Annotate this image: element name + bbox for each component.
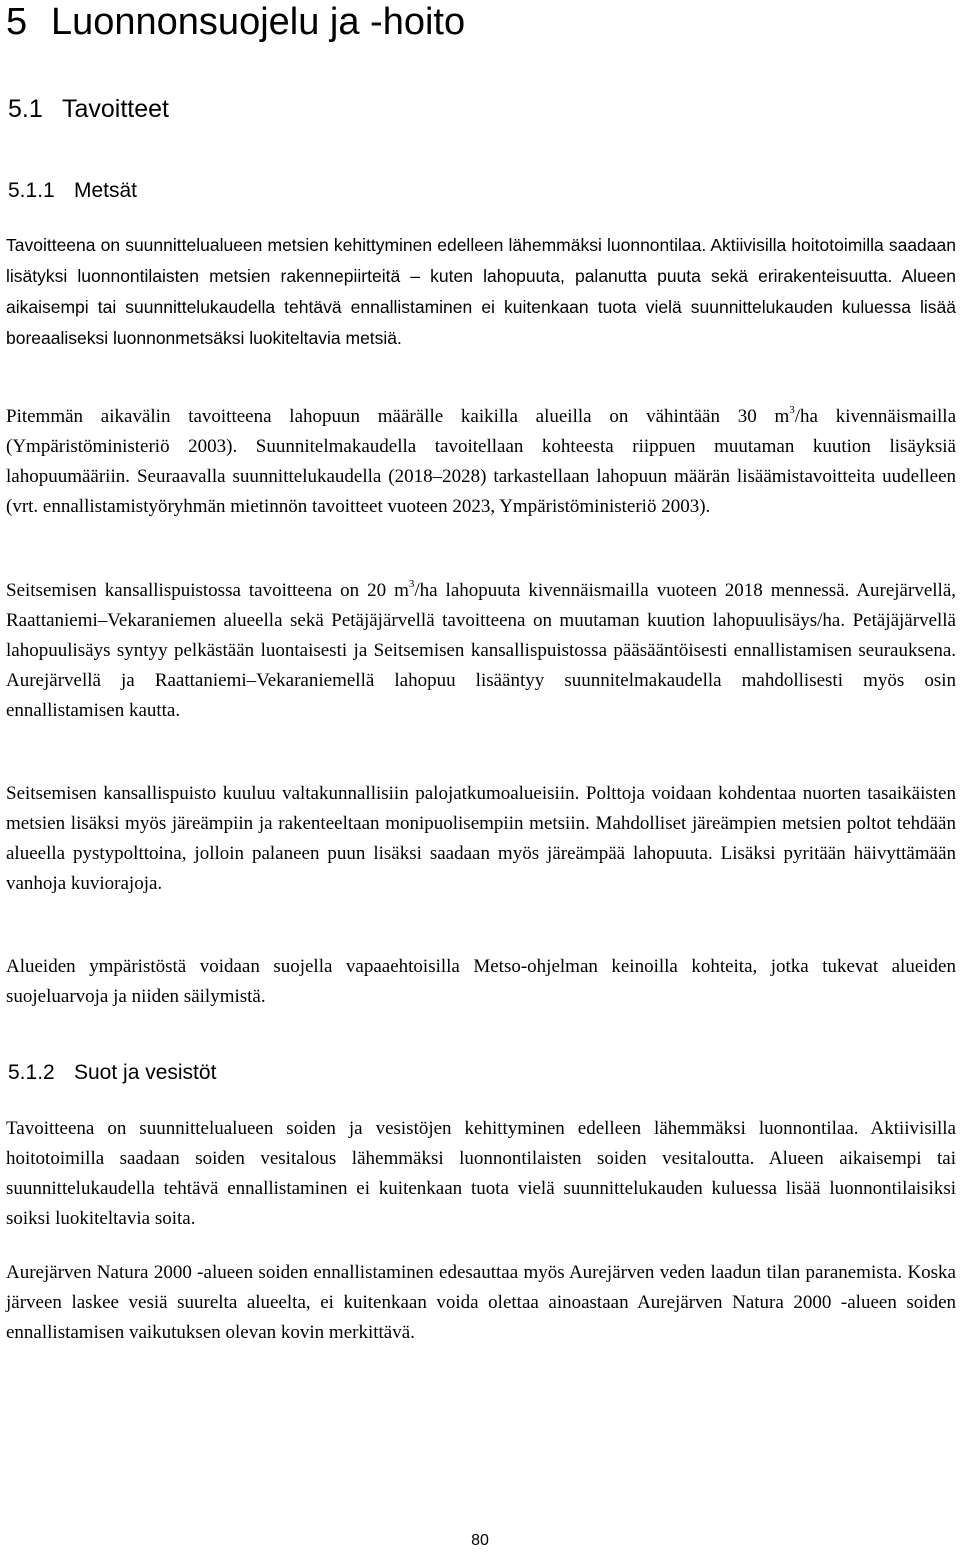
paragraph-metsat-4: Seitsemisen kansallispuisto kuuluu valtakunnallisiin palojatkumoalueisiin. Polttoja voidaan kohdentaa nuorten tasaikäisten metsien lisäksi myös järeämpiin ja rakenteeltaan monipuolisempiin metsiin. Mahdolliset järeämpien metsien poltot tehdään alueella pystypolttoina, jolloin palaneen puun lisäksi saadaan myös järeämpää lahopuuta. Lisäksi pyritään häivyttämään vanhoja kuviorajoja.: [6, 783, 956, 894]
section-title: Tavoitteet: [62, 95, 170, 123]
paragraph-suot-1: Tavoitteena on suunnittelualueen soiden ja vesistöjen kehittyminen edelleen lähemmäksi luonnontilaa. Aktiivisilla hoitotoimilla saadaan soiden vesitalous lähemmäksi luonnontilaisten soiden vesitaloutta. Alueen aikaisempi tai suunnittelukaudella tehtävä ennallistaminen ei kuitenkaan tuota vielä suunnittelukauden kuluessa lisää luonnontilaisiksi soiksi luokiteltavia soita.: [6, 1118, 956, 1229]
subsection-heading-suot: [8, 1059, 216, 1087]
subsection-heading-metsat: [8, 177, 137, 205]
chapter-heading: [6, 0, 465, 44]
paragraph-metsat-1: [6, 230, 956, 354]
paragraph-text: Tavoitteena on suunnittelualueen metsien kehittyminen edelleen lähemmäksi luonnontilaa. Aktiivisilla hoitotoimilla saadaan lisätyksi luonnontilaisten metsien rakennepiirteitä – kuten lahopuuta, palanutta puuta sekä erirakenteisuutta. Alueen aikaisempi tai suunnittelukaudella tehtävä ennallistaminen ei kuitenkaan tuota vielä suunnittelukauden kuluessa lisää boreaaliseksi luonnonmetsäksi luokiteltavia metsiä.: [6, 235, 956, 348]
section-heading: [8, 93, 169, 125]
subsection-title: Suot ja vesistöt: [74, 1061, 217, 1084]
paragraph-text-b: /ha lahopuuta kivennäismailla vuoteen 2018 mennessä. Aurejärvellä, Raattaniemi–Vekaraniemen alueella sekä Petäjäjärvellä tavoitteena on muutaman kuution lahopuulisäys/ha. Petäjäjärvellä lahopuulisäys syntyy pelkästään luontaisesti ja Seitsemisen kansallispuistossa pääsääntöisesti ennallistamisen seurauksena. Aurejärvellä ja Raattaniemi–Vekaraniemellä lahopuu lisääntyy suunnitelmakaudella mahdollisesti myös osin ennallistamisen kautta.: [6, 580, 956, 721]
subsection-number: 5.1.1: [8, 179, 55, 202]
paragraph-metsat-2: [6, 402, 956, 522]
subsection-title: Metsät: [74, 179, 138, 202]
paragraph-metsat-3: [6, 576, 956, 726]
chapter-title: Luonnonsuojelu ja -hoito: [51, 1, 466, 43]
paragraph-metsat-5: Alueiden ympäristöstä voidaan suojella vapaaehtoisilla Metso-ohjelman keinoilla kohteita, jotka tukevat alueiden suojeluarvoja ja niiden säilymistä.: [6, 956, 956, 1007]
paragraph-suot-2: Aurejärven Natura 2000 -alueen soiden ennallistaminen edesauttaa myös Aurejärven veden laadun tilan paranemista. Koska järveen laskee vesiä suurelta alueelta, ei kuitenkaan voida olettaa ainoastaan Aurejärven Natura 2000 -alueen soiden ennallistamisen vaikutuksen olevan kovin merkittävä.: [6, 1262, 956, 1343]
page-number: 80: [471, 1532, 489, 1549]
chapter-number: 5: [6, 1, 28, 43]
superscript: 3: [408, 577, 415, 590]
paragraph-text-b: /ha kivennäismailla (Ympäristöministeriö 2003). Suunnitelmakaudella tavoitellaan kohteesta riippuen muutaman kuution lisäyksiä lahopuumääriin. Seuraavalla suunnittelukaudella (2018–2028) tarkastellaan lahopuun määrän lisäämistavoitteita uudelleen (vrt. ennallistamistyöryhmän mietinnön tavoitteet vuoteen 2023, Ympäristöministeriö 2003).: [6, 406, 957, 517]
paragraph-text-a: Pitemmän aikavälin tavoitteena lahopuun määrälle kaikilla alueilla on vähintään 30 m: [6, 406, 790, 427]
subsection-number: 5.1.2: [8, 1061, 55, 1084]
paragraph-text-a: Seitsemisen kansallispuistossa tavoitteena on 20 m: [6, 580, 409, 601]
superscript: 3: [789, 403, 795, 416]
section-number: 5.1: [8, 95, 43, 123]
